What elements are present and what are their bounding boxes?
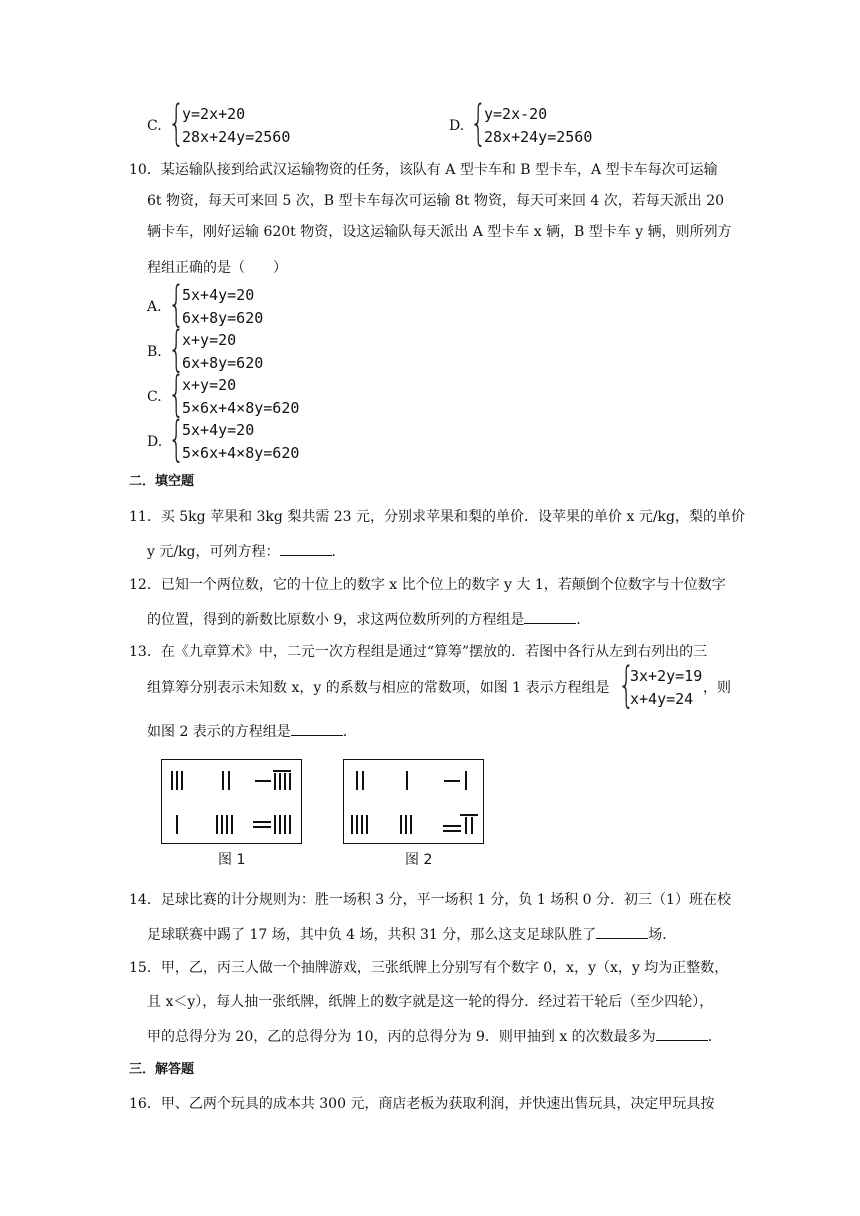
q15-line-2: 且 x＜y），每人抽一张纸牌，纸牌上的数字就是这一轮的得分．经过若干轮后（至少四轮）， (147, 994, 714, 1010)
q12-line-2 (147, 609, 590, 630)
q10-option-a-eq1: 5x+4y=20 (182, 286, 255, 304)
q11-line-2-end: ． (331, 544, 346, 560)
q15-line-3-end: ． (707, 1029, 722, 1045)
q9-option-c-eq2: 28x+24y=2560 (182, 128, 291, 146)
q10-option-c-system (182, 374, 299, 420)
q14-line-2-end: 场． (648, 927, 677, 943)
q15-line-1: 15．甲，乙，丙三人做一个抽牌游戏，三张纸牌上分别写有个数字 0，x，y（x，y 均为正整数， (129, 960, 729, 976)
q12-line-2-text: 的位置，得到的新数比原数小 9，求这两位数所列的方程组是 (147, 612, 525, 628)
q10-option-c-brace: { (168, 366, 185, 422)
q10-option-b-label: B. (147, 344, 162, 360)
q9-option-d-system (484, 103, 592, 149)
q10-option-b-eq2: 6x+8y=620 (182, 354, 264, 372)
q12-line-1: 12．已知一个两位数，它的十位上的数字 x 比个位上的数字 y 大 1，若颠倒个位数字与十位数字 (129, 577, 726, 593)
q10-option-b-eq1: x+y=20 (182, 331, 237, 349)
q10-option-c-label: C. (147, 389, 162, 405)
q10-option-a-label: A. (147, 299, 162, 315)
q12-answer-blank[interactable] (524, 609, 576, 624)
q10-line-1: 10．某运输队接到给武汉运输物资的任务，该队有 A 型卡车和 B 型卡车，A 型卡车每次可运输 (129, 162, 718, 178)
q15-answer-blank[interactable] (656, 1026, 708, 1041)
q10-line-2: 6t 物资，每天可来回 5 次，B 型卡车每次可运输 8t 物资，每天可来回 4 次，若每天派出 20 (147, 193, 725, 209)
q10-line-3: 辆卡车，刚好运输 620t 物资，设这运输队每天派出 A 型卡车 x 辆，B 型卡车 y 辆，则所列方 (147, 224, 732, 240)
section-heading-solutions: 三．解答题 (129, 1062, 195, 1077)
q10-option-b-brace: { (168, 321, 185, 377)
q14-line-1: 14．足球比赛的计分规则为：胜一场积 3 分，平一场积 1 分，负 1 场积 0 分．初三（1）班在校 (129, 892, 731, 908)
q13-line-3-end: ． (342, 724, 357, 740)
q14-line-2 (147, 924, 676, 945)
q9-option-d-eq2: 28x+24y=2560 (484, 128, 593, 146)
q10-option-a-system (182, 284, 263, 330)
q10-option-d-brace: { (168, 411, 185, 467)
q10-line-4: 程组正确的是（ ） (147, 260, 287, 276)
q9-option-d-eq1: y=2x-20 (484, 105, 548, 123)
q10-option-a-eq2: 6x+8y=620 (182, 309, 264, 327)
q9-option-c-system (182, 103, 290, 149)
q9-option-d-brace: { (470, 95, 487, 151)
q10-option-c-eq1: x+y=20 (182, 376, 237, 394)
q14-line-2-text: 足球联赛中踢了 17 场，其中负 4 场，共积 31 分，那么这支足球队胜了 (147, 927, 597, 943)
q11-line-2 (147, 541, 346, 562)
q13-example-eq1: 3x+2y=19 (630, 667, 703, 685)
q11-answer-blank[interactable] (280, 541, 332, 556)
q16-line-1: 16．甲、乙两个玩具的成本共 300 元，商店老板为获取利润，并快速出售玩具，决定甲玩具按 (129, 1096, 715, 1112)
q14-answer-blank[interactable] (596, 924, 648, 939)
q10-option-d-system (182, 419, 299, 465)
q10-option-c-eq2: 5×6x+4×8y=620 (182, 399, 300, 417)
q13-line-3 (147, 721, 357, 742)
q11-line-2-text: y 元/kg，可列方程： (147, 544, 280, 560)
q13-example-eq2: x+4y=24 (630, 690, 694, 708)
q10-option-d-eq1: 5x+4y=20 (182, 421, 255, 439)
figure-1-frame (161, 759, 302, 844)
q10-option-d-eq2: 5×6x+4×8y=620 (182, 444, 300, 462)
figure-1-counting-rods (162, 760, 301, 843)
q10-option-a-brace: { (168, 276, 185, 332)
q15-line-3-text: 甲的总得分为 20，乙的总得分为 10，丙的总得分为 9．则甲抽到 x 的次数最多为 (147, 1029, 656, 1045)
figure-2-caption: 图 2 (405, 852, 433, 868)
q10-option-d-label: D. (147, 434, 163, 450)
q9-option-c-brace: { (168, 95, 185, 151)
q12-line-2-end: ． (576, 612, 591, 628)
q13-system-brace: { (618, 657, 635, 713)
q9-option-d-label: D. (449, 118, 465, 134)
q9-option-c-eq1: y=2x+20 (182, 105, 246, 123)
q10-option-b-system (182, 329, 263, 375)
figure-2-counting-rods (344, 760, 483, 843)
q11-line-1: 11．买 5kg 苹果和 3kg 梨共需 23 元，分别求苹果和梨的单价．设苹果的单价 x 元/kg，梨的单价 (129, 509, 745, 525)
q13-line-2-end: ，则 (703, 680, 731, 696)
q15-line-3 (147, 1026, 722, 1047)
q13-line-2: 组算筹分别表示未知数 x，y 的系数与相应的常数项，如图 1 表示方程组是 (147, 680, 610, 696)
q13-line-1: 13．在《九章算术》中，二元一次方程组是通过“算筹”摆放的．若图中各行从左到右列出的三 (129, 644, 708, 660)
q9-option-c-label: C. (147, 118, 162, 134)
q13-example-system (630, 665, 702, 711)
figure-2-frame (343, 759, 484, 844)
section-heading-fill-in: 二．填空题 (129, 474, 195, 489)
q13-answer-blank[interactable] (291, 721, 343, 736)
q13-line-3-text: 如图 2 表示的方程组是 (147, 724, 291, 740)
figure-1-caption: 图 1 (218, 852, 246, 868)
